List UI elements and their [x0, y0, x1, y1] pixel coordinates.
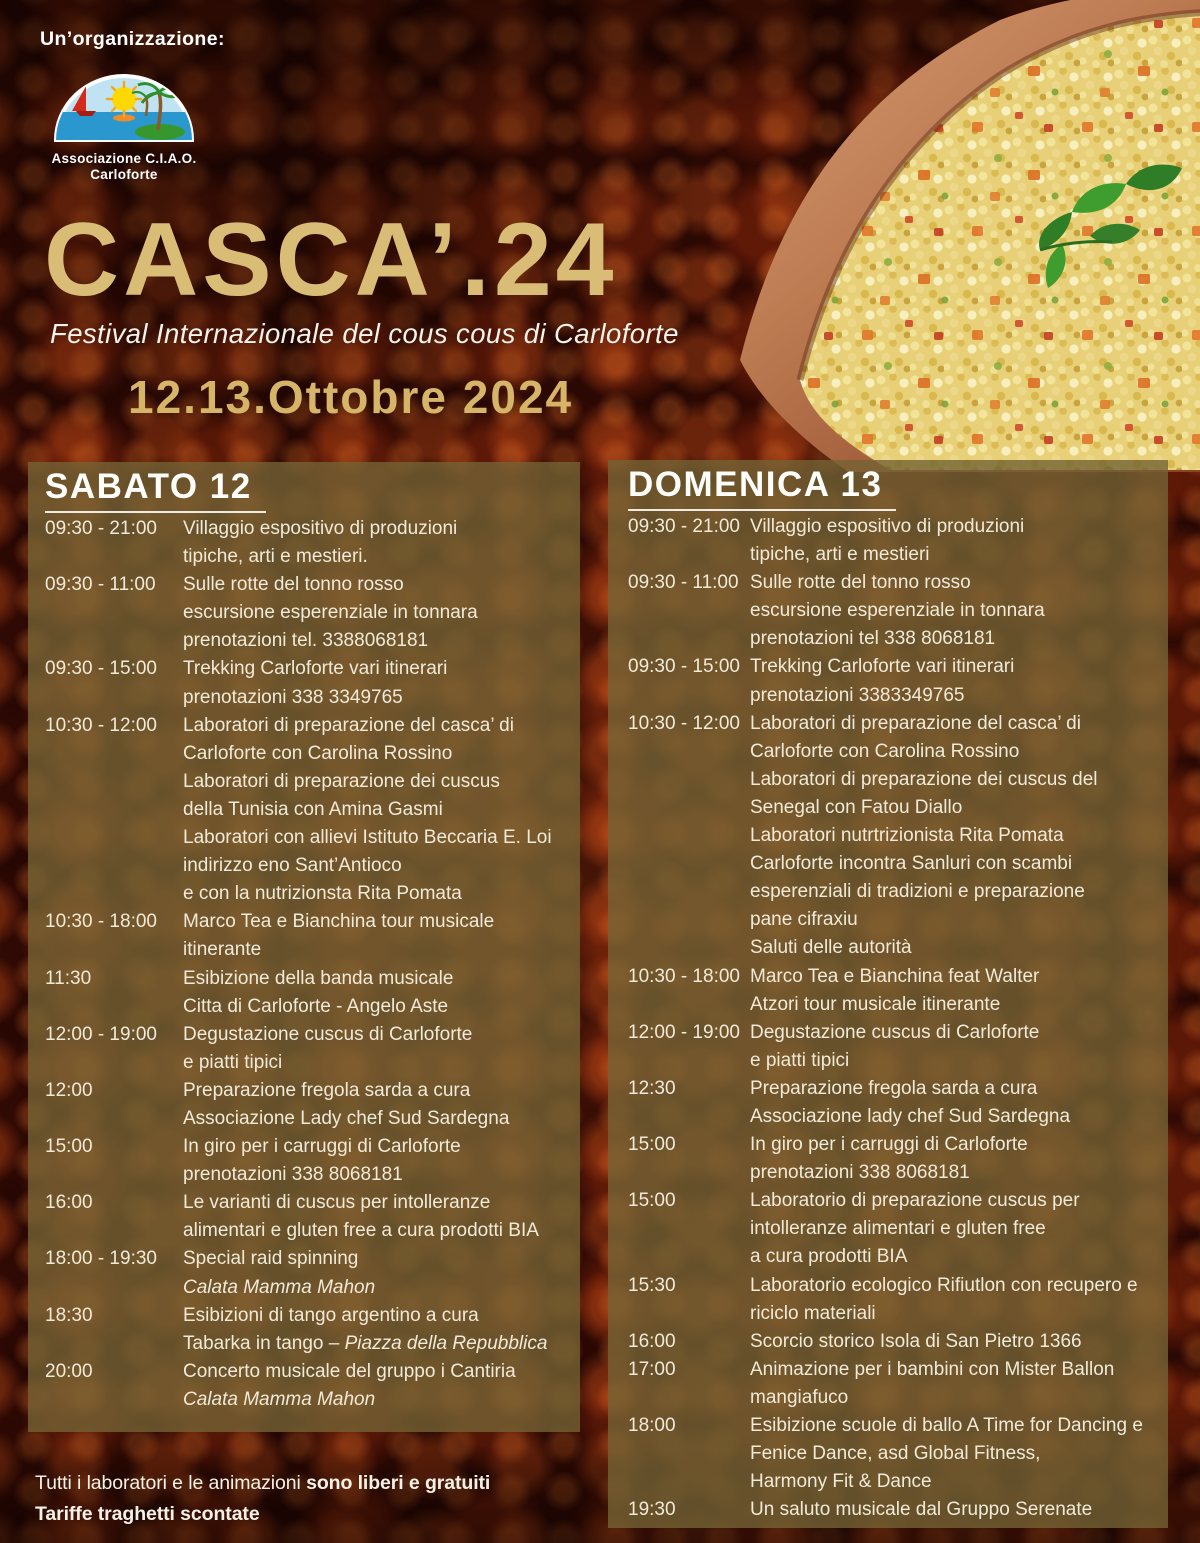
event-line: In giro per i carruggi di Carloforte — [183, 1136, 461, 1158]
event-description — [183, 1358, 580, 1414]
event-line: Marco Tea e Bianchina tour musicale — [183, 911, 495, 933]
schedule-event — [45, 1189, 580, 1245]
event-description — [750, 1131, 1168, 1187]
event-line: Villaggio espositivo di produzioni — [183, 518, 458, 539]
event-line: In giro per i carruggi di Carloforte — [750, 1134, 1028, 1156]
event-time: 10:30 - 12:00 — [628, 712, 740, 734]
event-line: Trekking Carloforte vari itinerari — [750, 656, 1015, 678]
event-line — [183, 1386, 580, 1414]
schedule-event — [45, 908, 580, 964]
event-line: indirizzo eno Sant’Antioco — [183, 855, 402, 877]
event-line: Trekking Carloforte vari itinerari — [183, 658, 448, 680]
festival-subtitle: Festival Internazionale del cous cous di Carloforte — [50, 318, 679, 349]
schedule-event — [628, 1187, 1168, 1271]
event-line: Degustazione cuscus di Carloforte — [750, 1021, 1040, 1043]
event-time: 18:00 - 19:30 — [45, 1248, 157, 1270]
event-line: prenotazioni 338 8068181 — [750, 1162, 970, 1184]
event-line: Laboratori nutrtrizionista Rita Pomata — [750, 825, 1064, 847]
event-description — [183, 1133, 580, 1189]
text-segment: Calata Mamma Mahon — [183, 1388, 376, 1410]
event-description — [183, 1021, 580, 1077]
schedule-event — [628, 1328, 1168, 1356]
event-description — [750, 963, 1168, 1019]
event-time: 09:30 - 21:00 — [45, 518, 157, 539]
event-line: Laboratori di preparazione del casca’ di — [183, 714, 514, 736]
event-line: Laboratorio ecologico Rifiutlon con recupero e — [750, 1274, 1138, 1296]
event-line: Animazione per i bambini con Mister Ballon — [750, 1358, 1115, 1380]
event-line: tipiche, arti e mestieri. — [183, 546, 368, 568]
event-time: 12:30 — [628, 1077, 676, 1099]
event-line: e piatti tipici — [750, 1049, 850, 1071]
schedule-event — [628, 1272, 1168, 1328]
event-time: 18:00 — [628, 1415, 676, 1436]
footer-line-ferry-discount — [35, 1499, 490, 1530]
sunday-schedule-panel — [608, 460, 1168, 1528]
event-line: prenotazioni tel. 3388068181 — [183, 630, 429, 652]
event-time: 15:00 — [628, 1134, 676, 1156]
event-line: pane cifraxiu — [750, 909, 858, 931]
event-description — [750, 1075, 1168, 1131]
footer-line-free-labs — [35, 1468, 490, 1499]
event-line: e piatti tipici — [183, 1051, 283, 1073]
event-time: 15:00 — [45, 1136, 93, 1158]
event-line: Laboratori di preparazione del casca’ di — [750, 712, 1081, 734]
schedule-event — [45, 515, 580, 571]
event-line: mangiafuco — [750, 1386, 849, 1408]
event-line — [183, 1274, 580, 1302]
event-time: 18:30 — [45, 1304, 93, 1326]
schedule-event — [628, 963, 1168, 1019]
event-line: Fenice Dance, asd Global Fitness, — [750, 1443, 1041, 1465]
event-time: 16:00 — [45, 1192, 93, 1214]
sunday-events-list — [628, 513, 1168, 1524]
event-description — [183, 571, 580, 655]
event-line: Un saluto musicale dal Gruppo Serenate — [750, 1499, 1093, 1521]
event-description — [183, 655, 580, 711]
schedule-event — [628, 1412, 1168, 1496]
schedule-event — [628, 569, 1168, 653]
event-line: Esibizione scuole di ballo A Time for Dancing e — [750, 1415, 1143, 1436]
event-line: escursione esperenziale in tonnara — [183, 602, 478, 624]
event-line: Laboratori con allievi Istituto Beccaria E. Loi — [183, 827, 552, 849]
event-time: 12:00 — [45, 1079, 93, 1101]
event-line: della Tunisia con Amina Gasmi — [183, 798, 443, 820]
event-line: Scorcio storico Isola di San Pietro 1366 — [750, 1330, 1082, 1352]
schedule-event — [628, 1356, 1168, 1412]
event-line: Esibizione della banda musicale — [183, 967, 454, 989]
event-line: Concerto musicale del gruppo i Cantiria — [183, 1360, 516, 1382]
event-time: 15:30 — [628, 1274, 676, 1296]
event-description — [750, 653, 1168, 709]
event-time: 12:00 - 19:00 — [45, 1023, 157, 1045]
couscous-bowl-photo — [740, 0, 1200, 472]
schedule-event — [45, 712, 580, 909]
event-line: itinerante — [183, 939, 262, 961]
event-line: Senegal con Fatou Diallo — [750, 796, 963, 818]
logo-association-city: Carloforte — [90, 167, 158, 182]
schedule-event — [628, 1019, 1168, 1075]
schedule-event — [45, 655, 580, 711]
event-description — [183, 712, 580, 909]
event-line: Atzori tour musicale itinerante — [750, 993, 1001, 1015]
event-line: Carloforte con Carolina Rossino — [750, 740, 1020, 762]
event-time: 10:30 - 18:00 — [45, 911, 157, 933]
event-line: Le varianti di cuscus per intolleranze — [183, 1192, 491, 1214]
event-line: prenotazioni 3383349765 — [750, 684, 965, 706]
event-description — [750, 1412, 1168, 1496]
event-line: Associazione lady chef Sud Sardegna — [750, 1105, 1071, 1127]
event-line: Harmony Fit & Dance — [750, 1471, 932, 1493]
event-line: tipiche, arti e mestieri — [750, 544, 930, 566]
event-time: 15:00 — [628, 1190, 676, 1212]
event-description — [750, 1272, 1168, 1328]
event-line: Laboratori di preparazione dei cuscus — [183, 770, 500, 792]
event-time: 09:30 - 15:00 — [45, 658, 157, 680]
event-line: Citta di Carloforte - Angelo Aste — [183, 995, 449, 1017]
event-line: Preparazione fregola sarda a cura — [183, 1079, 471, 1101]
event-line: Special raid spinning — [183, 1248, 359, 1270]
event-description — [183, 1077, 580, 1133]
schedule-event — [628, 1131, 1168, 1187]
event-line: prenotazioni 338 3349765 — [183, 686, 403, 708]
event-description — [750, 569, 1168, 653]
schedule-event — [45, 1021, 580, 1077]
event-line: alimentari e gluten free a cura prodotti BIA — [183, 1220, 539, 1242]
event-time: 09:30 - 11:00 — [628, 572, 739, 594]
festival-title: CASCA’.24 — [44, 202, 618, 318]
schedule-event — [628, 653, 1168, 709]
event-time: 09:30 - 11:00 — [45, 574, 156, 596]
schedule-event — [45, 1358, 580, 1414]
event-line: Marco Tea e Bianchina feat Walter — [750, 965, 1040, 987]
event-description — [750, 1187, 1168, 1271]
ciao-logo-image — [46, 58, 202, 146]
event-line: Degustazione cuscus di Carloforte — [183, 1023, 473, 1045]
event-time: 11:30 — [45, 967, 92, 989]
event-line: Laboratori di preparazione dei cuscus del — [750, 768, 1098, 790]
event-line: riciclo materiali — [750, 1302, 876, 1324]
event-line: Carloforte incontra Sanluri con scambi — [750, 853, 1073, 875]
event-line: Laboratorio di preparazione cuscus per — [750, 1190, 1080, 1212]
text-segment: sono liberi e gratuiti — [306, 1472, 491, 1494]
schedule-event — [45, 965, 580, 1021]
event-time: 09:30 - 21:00 — [628, 516, 740, 537]
ciao-association-logo — [46, 58, 202, 183]
saturday-schedule-panel — [28, 462, 580, 1432]
text-segment: Tariffe traghetti scontate — [35, 1503, 260, 1525]
event-description — [183, 1189, 580, 1245]
saturday-events-list — [45, 515, 580, 1414]
event-line — [183, 1330, 580, 1358]
event-line: Associazione Lady chef Sud Sardegna — [183, 1107, 510, 1129]
text-segment: Tabarka in tango – — [183, 1332, 345, 1354]
schedule-event — [45, 571, 580, 655]
event-description — [750, 710, 1168, 963]
event-line: escursione esperenziale in tonnara — [750, 600, 1045, 622]
schedule-event — [628, 1075, 1168, 1131]
event-time: 20:00 — [45, 1360, 93, 1382]
event-time: 10:30 - 18:00 — [628, 965, 740, 987]
schedule-event — [45, 1077, 580, 1133]
event-line: Villaggio espositivo di produzioni — [750, 516, 1025, 537]
event-description — [750, 513, 1168, 569]
organization-label: Un’organizzazione: — [40, 28, 225, 50]
event-line: Preparazione fregola sarda a cura — [750, 1077, 1038, 1099]
event-line: esperenziali di tradizioni e preparazione — [750, 881, 1085, 903]
schedule-event — [628, 1496, 1168, 1524]
footer-note — [35, 1468, 490, 1530]
event-line: Saluti delle autorità — [750, 937, 912, 959]
event-line: prenotazioni 338 8068181 — [183, 1164, 403, 1186]
event-line: e con la nutrizionsta Rita Pomata — [183, 883, 462, 905]
event-line: Carloforte con Carolina Rossino — [183, 742, 453, 764]
event-description — [750, 1496, 1168, 1524]
schedule-event — [45, 1133, 580, 1189]
event-line: intolleranze alimentari e gluten free — [750, 1218, 1046, 1240]
event-description — [183, 1302, 580, 1358]
schedule-event — [628, 513, 1168, 569]
event-description — [183, 908, 580, 964]
sun-icon — [107, 82, 141, 116]
schedule-event — [45, 1302, 580, 1358]
event-line: a cura prodotti BIA — [750, 1246, 908, 1268]
event-time: 17:00 — [628, 1358, 676, 1380]
text-segment: Tutti i laboratori e le animazioni — [35, 1472, 307, 1494]
event-description — [750, 1328, 1168, 1356]
schedule-event — [45, 1245, 580, 1301]
event-description — [183, 1245, 580, 1301]
text-segment: Calata Mamma Mahon — [183, 1276, 376, 1298]
event-line: prenotazioni tel 338 8068181 — [750, 628, 996, 650]
festival-date: 12.13.Ottobre 2024 — [128, 371, 574, 423]
event-description — [750, 1356, 1168, 1412]
sunday-header: DOMENICA 13 — [628, 466, 896, 511]
event-line: Sulle rotte del tonno rosso — [750, 572, 971, 594]
event-time: 16:00 — [628, 1330, 676, 1352]
event-line: Sulle rotte del tonno rosso — [183, 574, 404, 596]
event-time: 09:30 - 15:00 — [628, 656, 740, 678]
event-time: 12:00 - 19:00 — [628, 1021, 740, 1043]
event-time: 19:30 — [628, 1499, 676, 1521]
schedule-event — [628, 710, 1168, 963]
event-time: 10:30 - 12:00 — [45, 714, 157, 736]
logo-association-name: Associazione C.I.A.O. — [51, 151, 197, 166]
event-description — [183, 515, 580, 571]
event-line: Esibizioni di tango argentino a cura — [183, 1304, 479, 1326]
event-description — [183, 965, 580, 1021]
text-segment: Piazza della Repubblica — [344, 1332, 548, 1354]
saturday-header: SABATO 12 — [45, 468, 266, 513]
event-description — [750, 1019, 1168, 1075]
